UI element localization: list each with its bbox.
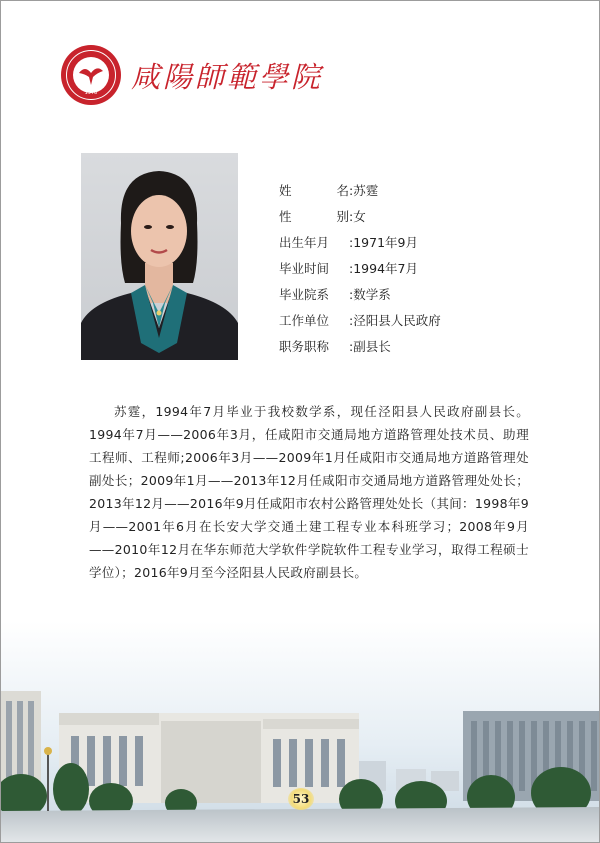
info-label: 职务职称	[279, 339, 330, 354]
logo-year: 1978	[84, 90, 98, 96]
info-label-char: 别	[336, 209, 349, 224]
info-label-char: 性	[279, 209, 292, 224]
info-colon: :	[349, 260, 354, 276]
header	[61, 43, 323, 107]
info-colon: :	[349, 182, 354, 198]
info-label-char: 名	[336, 183, 349, 198]
info-row-gender	[279, 203, 441, 229]
info-value: 数学系	[353, 287, 391, 302]
info-value: 1971年9月	[353, 235, 418, 250]
info-colon: :	[349, 312, 354, 328]
crane-icon	[75, 59, 107, 91]
biography-text: 苏霆，1994年7月毕业于我校数学系，现任泾阳县人民政府副县长。1994年7月——2006年3月，任咸阳市交通局地方道路管理处技术员、助理工程师、工程师;2006年3月——2009年1月任咸阳市交通局地方道路管理处副处长；2009年1月——2013年12月任咸阳市交通局地方道路管理处处长；2013年12月——2016年9月任咸阳市农村公路管理处处长（其间：1998年9月——2001年6月在长安大学交通土建工程专业本科班学习；2008年9月——2010年12月在华东师范大学软件学院软件工程专业学习，取得工程硕士学位）；2016年9月至今泾阳县人民政府副县长。	[89, 404, 529, 580]
info-label: 毕业时间	[279, 261, 330, 276]
info-row-name	[279, 177, 441, 203]
info-colon: :	[349, 338, 354, 354]
info-value: 副县长	[353, 339, 391, 354]
info-row-position	[279, 333, 441, 359]
info-label: 工作单位	[279, 313, 330, 328]
info-row-department	[279, 281, 441, 307]
info-colon: :	[349, 208, 354, 224]
page-number: 53	[288, 788, 314, 810]
info-value: 女	[353, 209, 366, 224]
profile-info	[279, 177, 441, 359]
info-value: 1994年7月	[353, 261, 418, 276]
info-row-employer	[279, 307, 441, 333]
info-colon: :	[349, 286, 354, 302]
info-value: 苏霆	[353, 183, 379, 198]
info-label	[279, 181, 349, 199]
info-label-char: 姓	[279, 183, 292, 198]
info-colon: :	[349, 234, 354, 250]
profile-photo	[81, 153, 238, 360]
info-row-graduation	[279, 255, 441, 281]
school-name: 咸陽師範學院	[131, 59, 324, 94]
portrait-image	[81, 153, 238, 360]
info-row-birth	[279, 229, 441, 255]
info-label: 毕业院系	[279, 287, 330, 302]
info-label: 出生年月	[279, 235, 330, 250]
info-value: 泾阳县人民政府	[353, 313, 441, 328]
school-logo-icon	[61, 45, 121, 105]
info-label	[279, 207, 349, 225]
